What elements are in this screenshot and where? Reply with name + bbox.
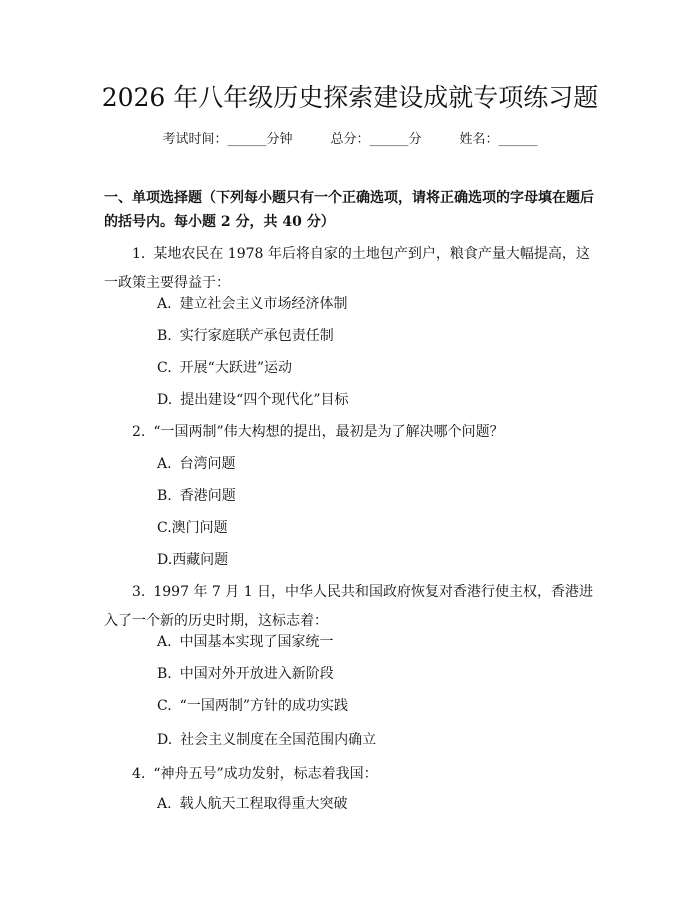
question-text: “一国两制”伟大构想的提出，最初是为了解决哪个问题？ bbox=[153, 424, 504, 440]
question-number: 1. bbox=[132, 246, 146, 262]
question-1-option-c: C. 开展“大跃进”运动 bbox=[157, 360, 292, 376]
question-3-option-b: B. 中国对外开放进入新阶段 bbox=[157, 666, 334, 682]
question-text: 1997 年 7 月 1 日，中华人民共和国政府恢复对香港行使主权，香港进入了一个新的历史时期，这标志着： bbox=[104, 584, 594, 629]
time-label: 考试时间： bbox=[162, 132, 228, 147]
question-3-option-d: D. 社会主义制度在全国范围内确立 bbox=[157, 732, 377, 748]
question-2-option-d: D.西藏问题 bbox=[157, 552, 229, 568]
question-4 bbox=[104, 760, 600, 789]
question-2-option-c: C.澳门问题 bbox=[157, 520, 228, 536]
question-3-option-a: A. 中国基本实现了国家统一 bbox=[157, 634, 334, 650]
question-2-option-a: A. 台湾问题 bbox=[157, 456, 236, 472]
name-blank: ______ bbox=[498, 132, 538, 147]
question-number: 2. bbox=[132, 424, 146, 440]
section-heading: 一、单项选择题（下列每小题只有一个正确选项，请将正确选项的字母填在题后的括号内。每小题 2 分，共 40 分） bbox=[104, 190, 594, 230]
score-unit: 分 bbox=[408, 132, 422, 147]
question-1 bbox=[104, 240, 600, 298]
time-blank: ______ bbox=[227, 132, 267, 147]
question-4-option-a: A. 载人航天工程取得重大突破 bbox=[157, 796, 348, 812]
question-3 bbox=[104, 578, 600, 636]
question-1-option-a: A. 建立社会主义市场经济体制 bbox=[157, 296, 348, 312]
question-2 bbox=[104, 418, 600, 447]
question-2-option-b: B. 香港问题 bbox=[157, 488, 236, 504]
name-label: 姓名： bbox=[459, 132, 499, 147]
page-title: 2026 年八年级历史探索建设成就专项练习题 bbox=[101, 83, 599, 112]
question-text: 某地农民在 1978 年后将自家的土地包产到户，粮食产量大幅提高，这一政策主要得益于： bbox=[104, 246, 590, 291]
exam-info-line bbox=[0, 128, 700, 152]
question-1-option-d: D. 提出建设“四个现代化”目标 bbox=[157, 392, 349, 408]
score-label: 总分： bbox=[330, 132, 370, 147]
question-text: “神舟五号”成功发射，标志着我国： bbox=[153, 766, 378, 782]
question-number: 4. bbox=[132, 766, 146, 782]
score-blank: ______ bbox=[369, 132, 409, 147]
question-1-option-b: B. 实行家庭联产承包责任制 bbox=[157, 328, 334, 344]
question-3-option-c: C. “一国两制”方针的成功实践 bbox=[157, 698, 348, 714]
time-unit: 分钟 bbox=[266, 132, 293, 147]
question-number: 3. bbox=[132, 584, 146, 600]
